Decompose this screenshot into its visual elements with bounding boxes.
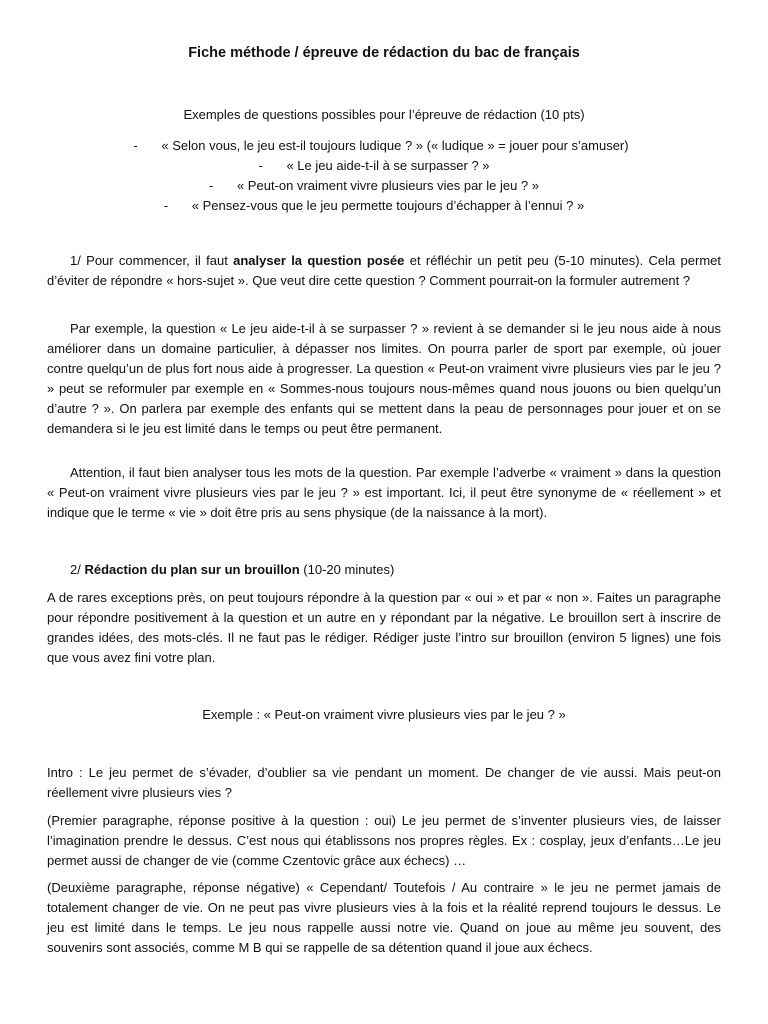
example-questions-list (0, 136, 768, 216)
list-dash: - (133, 138, 138, 153)
text-run: et réfléchir un petit peu (5-10 minutes). Cela permet d’éviter de répondre « hors-sujet ». Que veut dire cette question ? Comment pourrait-on la formuler autrement ? (47, 253, 722, 288)
section-2-heading-block (47, 560, 721, 580)
section-2-heading (47, 560, 721, 580)
example-para1-block (47, 811, 721, 871)
list-dash: - (258, 158, 263, 173)
list-dash: - (163, 198, 169, 213)
text-run: 1/ Pour commencer, il faut (70, 253, 234, 268)
page-title: Fiche méthode / épreuve de rédaction du bac de français (188, 45, 580, 61)
section-2-paragraph-block (47, 588, 721, 668)
example-question-text: « Peut-on vraiment vivre plusieurs vies par le jeu ? » (236, 178, 540, 193)
example-question (0, 136, 768, 156)
example-heading-block (47, 705, 721, 725)
example-question (0, 176, 768, 196)
section-1-paragraph-2: Par exemple, la question « Le jeu aide-t-il à se surpasser ? » revient à se demander si le jeu nous aide à nous améliorer dans un domaine particulier, à dépasser nos limites. On pourra parler de sport par exemple, où jouer contre quelqu’un de plus fort nous aide à progresser. La question « Peut-on vraiment vivre plusieurs vies par le jeu ? » peut se reformuler par exemple en « Sommes-nous toujours nous-mêmes quand nous jouons ou bien quelqu’un d’autre ? ». On parlera par exemple des enfants qui se mettent dans la peau de personnages pour jouer et on se demandera si le jeu est limité dans le temps ou peut être permanent. (47, 321, 721, 436)
bold-text: Rédaction du plan sur un brouillon (84, 562, 300, 577)
subtitle: Exemples de questions possibles pour l’épreuve de rédaction (10 pts) (183, 107, 585, 122)
section-1-paragraph-1 (47, 251, 721, 291)
example-question-text: « Selon vous, le jeu est-il toujours ludique ? » (« ludique » = jouer pour s’amuser) (161, 138, 629, 153)
example-question (0, 196, 768, 216)
bold-text: analyser la question posée (233, 253, 405, 268)
section-1-paragraph-2-block (47, 319, 721, 439)
section-1-paragraph-3-block (47, 463, 721, 523)
text-run: 2/ (70, 562, 85, 577)
example-heading: Exemple : « Peut-on vraiment vivre plusieurs vies par le jeu ? » (202, 707, 566, 722)
section-1-paragraph-3: Attention, il faut bien analyser tous les mots de la question. Par exemple l’adverbe « vraiment » dans la question « Peut-on vraiment vivre plusieurs vies par le jeu ? » est important. Ici, il peut être synonyme de « réellement » et indique que le terme « vie » doit être pris au sens physique (de la naissance à la mort). (47, 465, 721, 520)
example-intro-block (47, 763, 721, 803)
example-paragraph-2: (Deuxième paragraphe, réponse négative) « Cependant/ Toutefois / Au contraire » le jeu ne permet jamais de totalement changer de vie. On ne peut pas vivre plusieurs vies à la fois et la réalité reprend toujours le dessus. Le jeu est limité dans le temps. Le jeu nous rappelle aussi notre vie. Quand on joue au même jeu souvent, des souvenirs sont associés, comme M B qui se rappelle de sa détention quand il joue aux échecs. (47, 880, 721, 955)
example-para2-block (47, 878, 721, 958)
example-paragraph-1: (Premier paragraphe, réponse positive à la question : oui) Le jeu permet de s’inventer plusieurs vies, de laisser l’imagination prendre le dessus. C’est nous qui établissons nos propres règles. Ex : cosplay, jeux d’enfants…Le jeu permet aussi de changer de vie (comme Czentovic grâce aux échecs) … (47, 813, 721, 868)
section-2-paragraph-1: A de rares exceptions près, on peut toujours répondre à la question par « oui » et par « non ». Faites un paragraphe pour répondre positivement à la question et un autre en y répondant par la négative. Le brouillon sert à inscrire de grandes idées, des mots-clés. Il ne faut pas le rédiger. Rédiger juste l’intro sur brouillon (environ 5 lignes) une fois que vous avez fini votre plan. (47, 590, 721, 665)
text-run: (10-20 minutes) (299, 562, 395, 577)
example-intro: Intro : Le jeu permet de s’évader, d’oublier sa vie pendant un moment. De changer de vie aussi. Mais peut-on réellement vivre plusieurs vies ? (47, 765, 721, 800)
example-question-text: « Le jeu aide-t-il à se surpasser ? » (286, 158, 490, 173)
list-dash: - (208, 178, 214, 193)
example-question (0, 156, 768, 176)
example-question-text: « Pensez-vous que le jeu permette toujours d’échapper à l’ennui ? » (191, 198, 585, 213)
section-1 (47, 251, 721, 291)
